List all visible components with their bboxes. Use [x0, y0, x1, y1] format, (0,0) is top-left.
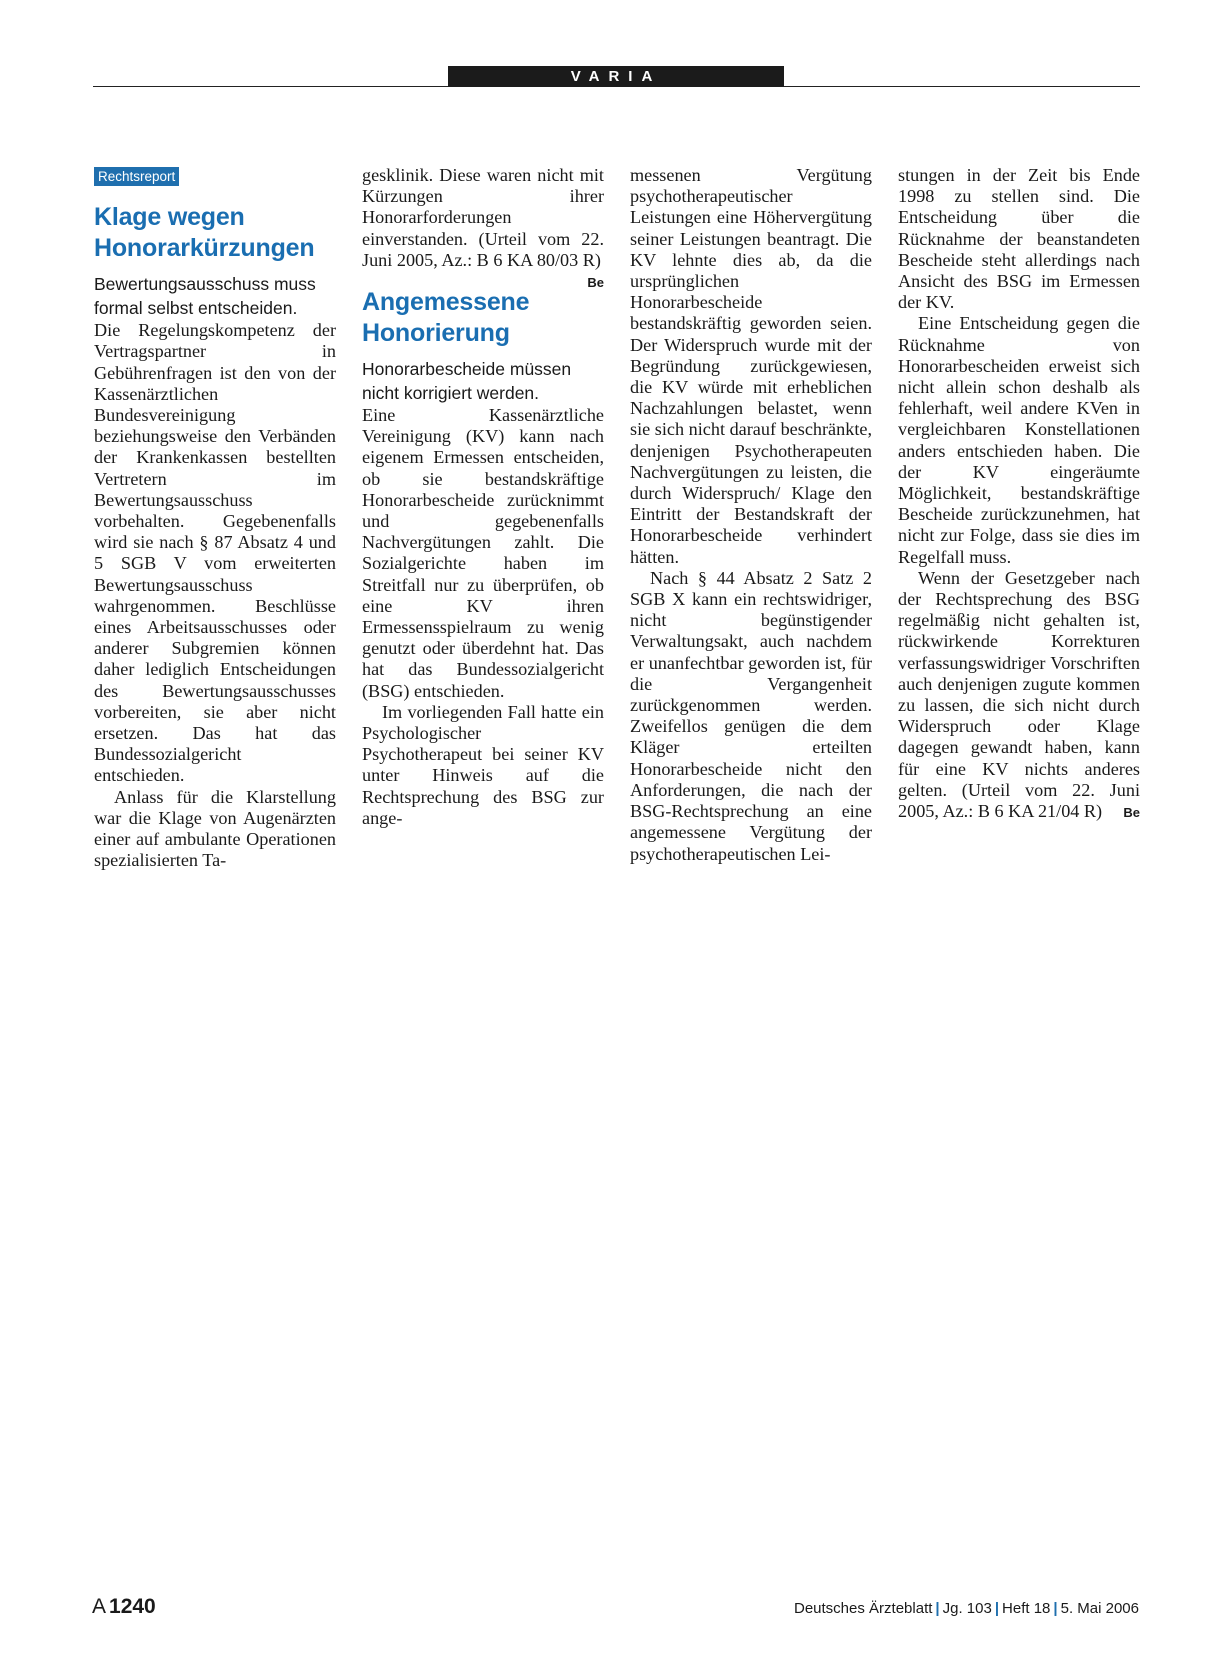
journal-name: Deutsches Ärzteblatt [794, 1600, 933, 1617]
article-kicker: Rechtsreport [94, 167, 179, 186]
article-1-paragraph-2-continued-text: gesklinik. Diese waren nicht mit Kürzungen ihrer Honorarforderungen einverstanden. (Urteil vom 22. Juni 2005, Az.: B 6 KA 80/03 R) [362, 165, 604, 270]
article-2-paragraph-5-text: Wenn der Gesetzgeber nach der Rechtsprechung des BSG regelmäßig nicht gehalten ist, rückwirkende Korrekturen verfassungswidriger Vorschriften auch denjenigen zugute kommen zu lassen, die sich nicht durch Widerspruch oder Klage dagegen gewandt haben, kann für eine KV nichts anderes gelten. (Urteil vom 22. Juni 2005, Az.: B 6 KA 21/04 R) [898, 567, 1140, 822]
journal-date: 5. Mai 2006 [1060, 1600, 1139, 1617]
article-2-paragraph-3: Nach § 44 Absatz 2 Satz 2 SGB X kann ein rechtswidriger, nicht begünstigender Verwaltungsakt, auch nachdem er unanfechtbar geworden ist, für die Vergangenheit zurückgenommen werden. Zweifellos genügen die dem Kläger erteilten Honorarbescheide nicht den Anforderungen, die nach der BSG-Rechtsprechung an eine angemessene Vergütung der psychotherapeutischen Lei- [630, 567, 872, 864]
article-2-title-line-2: Honorierung [362, 319, 510, 348]
column-2 [362, 165, 604, 829]
page-number-value: 1240 [109, 1595, 156, 1618]
article-2-paragraph-2: Im vorliegenden Fall hatte ein Psychologischer Psychotherapeut bei seiner KV unter Hinweis auf die Rechtsprechung des BSG zur ange- [362, 701, 604, 828]
column-1 [94, 165, 336, 871]
article-1-title-line-1: Klage wegen [94, 203, 245, 232]
footer-separator: | [994, 1600, 1000, 1617]
article-2-author-signature: Be [1123, 805, 1140, 821]
footer-separator: | [1053, 1600, 1058, 1617]
page-number-prefix: A [92, 1595, 107, 1618]
article-2-paragraph-1: Eine Kassenärztliche Vereinigung (KV) kann nach eigenem Ermessen entscheiden, ob sie bestandskräftige Honorarbescheide zurücknimmt und gegebenenfalls Nachvergütungen zahlt. Die Sozialgerichte haben im Streitfall nur zu überprüfen, ob eine KV ihren Ermessensspielraum zu wenig genutzt oder überdehnt hat. Das hat das Bundessozialgericht (BSG) entschieden. [362, 405, 604, 701]
page-number [92, 1595, 156, 1619]
footer-separator: | [935, 1600, 940, 1617]
article-1-paragraph-2: Anlass für die Klarstellung war die Klage von Augenärzten einer auf ambulante Operationen spezialisierten Ta- [94, 786, 336, 871]
article-1-paragraph-2-continued [362, 165, 604, 291]
column-3 [630, 165, 872, 865]
article-1-author-signature: Be [587, 275, 604, 291]
article-1-title-line-2: Honorarkürzungen [94, 234, 315, 263]
article-2-title [362, 287, 604, 349]
article-1-paragraph-1: Die Regelungskompetenz der Vertragspartner in Gebührenfragen ist den von der Kassenärztlichen Bundesvereinigung beziehungsweise den Verbänden der Krankenkassen bestellten Vertretern im Bewertungsausschuss vorbehalten. Gegebenenfalls wird sie nach § 87 Absatz 4 und 5 SGB V vom erweiterten Bewertungsausschuss wahrgenommen. Beschlüsse eines Arbeitsausschusses oder anderer Subgremien können daher lediglich Entscheidungen des Bewertungsausschusses vorbereiten, sie aber nicht ersetzen. Das hat das Bundessozialgericht entschieden. [94, 320, 336, 786]
article-2-subtitle [362, 357, 604, 405]
section-label: VARIA [448, 66, 784, 87]
journal-volume: Jg. 103 [942, 1600, 992, 1617]
article-2-subtitle-line-1: Honorarbescheide müssen [362, 359, 572, 380]
article-2-paragraph-2-continued: messenen Vergütung psychotherapeutischer Leistungen eine Höhervergütung seiner Leistungen beantragt. Die KV lehnte dies ab, da die ursprünglichen Honorarbescheide bestandskräftig geworden seien. Der Widerspruch wurde mit der Begründung zurückgewiesen, die KV würde mit erheblichen Nachzahlungen belastet, wenn sie sich nicht darauf beschränkte, denjenigen Psychotherapeuten Nachvergütungen zu leisten, die durch Widerspruch/ Klage den Eintritt der Bestandskraft der Honorarbescheide verhindert hätten. [630, 165, 872, 567]
article-1-subtitle [94, 272, 336, 320]
article-2-title-line-1: Angemessene [362, 288, 530, 317]
article-1-title [94, 202, 336, 264]
journal-issue: Heft 18 [1002, 1600, 1051, 1617]
article-1-subtitle-line-2: formal selbst entscheiden. [94, 298, 298, 319]
article-1-subtitle-line-1: Bewertungsausschuss muss [94, 274, 316, 295]
article-2-paragraph-5 [898, 568, 1140, 822]
journal-info [794, 1598, 1139, 1620]
article-2-subtitle-line-2: nicht korrigiert werden. [362, 383, 540, 404]
article-2-paragraph-3-continued: stungen in der Zeit bis Ende 1998 zu stellen sind. Die Entscheidung über die Rücknahme der beanstandeten Bescheide steht allerdings nach Ansicht des BSG im Ermessen der KV. [898, 165, 1140, 313]
column-4 [898, 165, 1140, 823]
article-2-paragraph-4: Eine Entscheidung gegen die Rücknahme von Honorarbescheiden erweist sich nicht allein schon deshalb als fehlerhaft, weil andere KVen in vergleichbaren Konstellationen anders entschieden haben. Die der KV eingeräumte Möglichkeit, bestandskräftige Bescheide zurückzunehmen, hat nicht zur Folge, dass sie dies im Regelfall muss. [898, 313, 1140, 567]
